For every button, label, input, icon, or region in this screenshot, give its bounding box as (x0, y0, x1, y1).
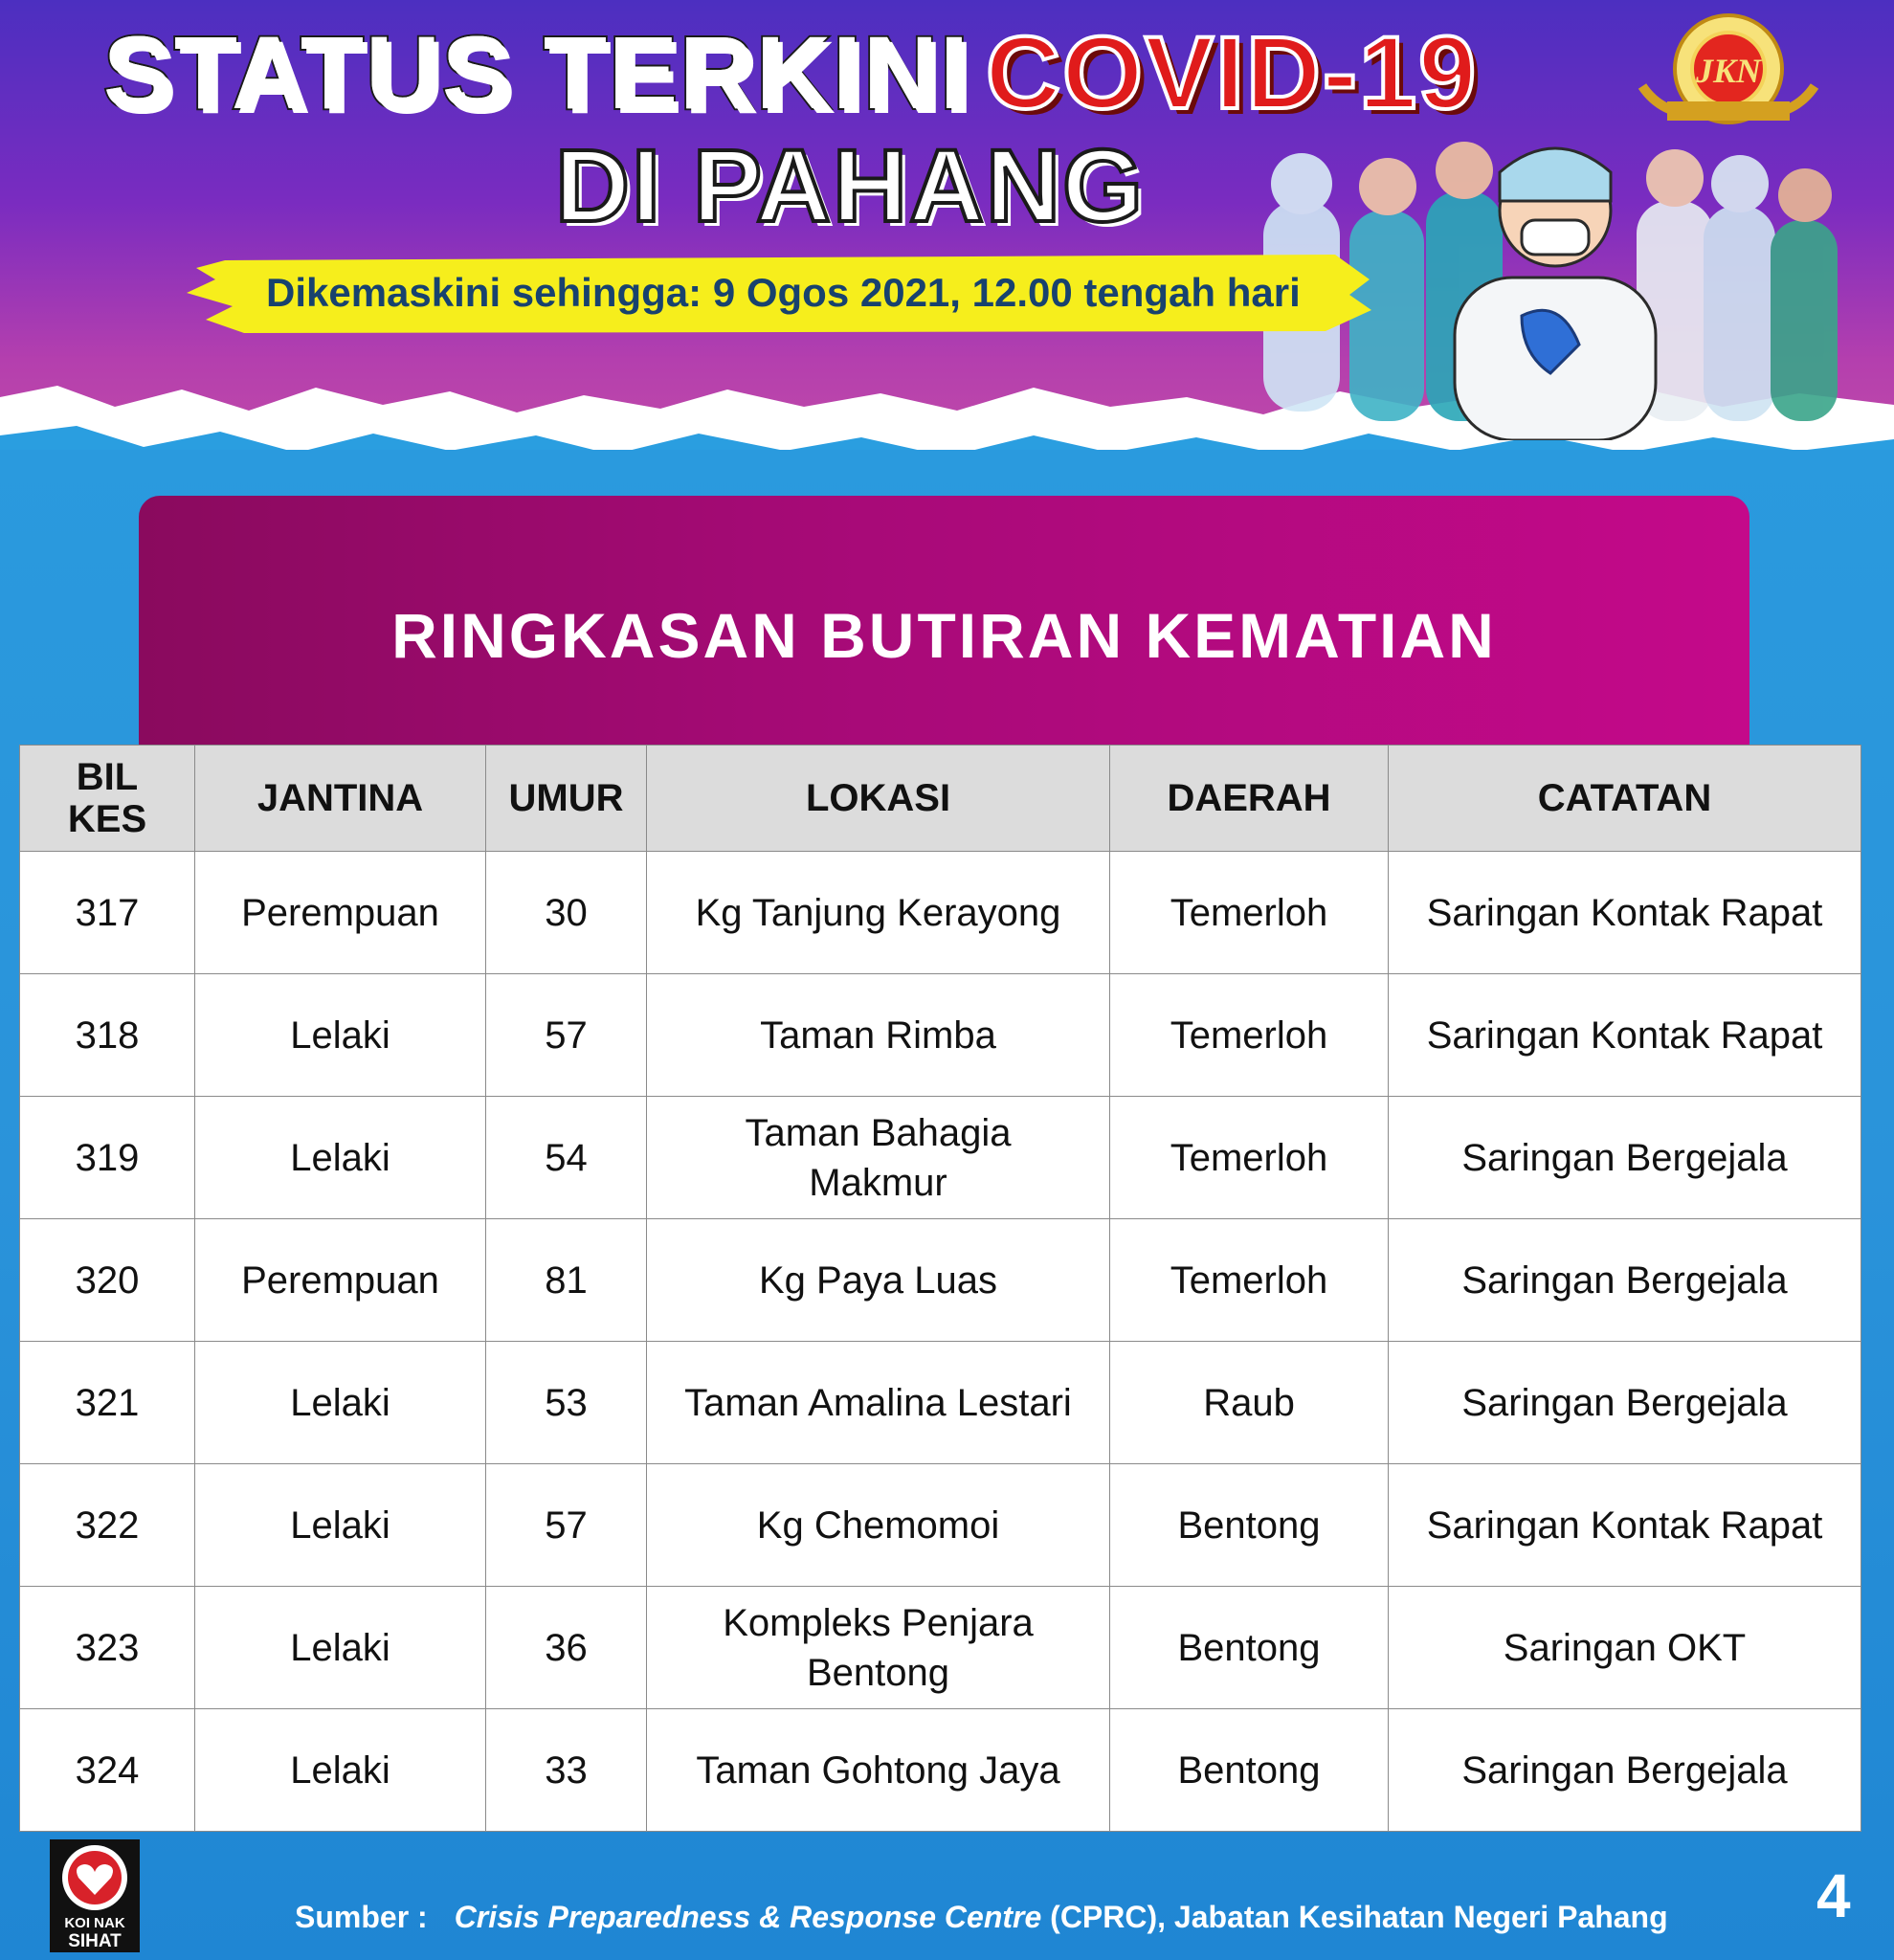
cell-jantina: Lelaki (195, 1587, 486, 1709)
cell-lokasi-line1: Kompleks Penjara (723, 1601, 1034, 1644)
source-credit (295, 1900, 1668, 1935)
cell-lokasi (647, 1342, 1110, 1464)
header-umur: UMUR (486, 746, 647, 852)
header-lokasi: LOKASI (647, 746, 1110, 852)
cell-daerah: Temerloh (1110, 1219, 1389, 1342)
header-bil-kes (20, 746, 195, 852)
header-daerah: DAERAH (1110, 746, 1389, 852)
cell-jantina: Lelaki (195, 1709, 486, 1832)
cell-lokasi (647, 1709, 1110, 1832)
cell-catatan: Saringan Bergejala (1389, 1709, 1861, 1832)
header-bil-kes-line2: KES (67, 798, 147, 840)
koi-logo-line2: SIHAT (68, 1931, 122, 1951)
table-row (20, 1709, 1861, 1832)
cell-bil: 320 (20, 1219, 195, 1342)
cell-catatan: Saringan Bergejala (1389, 1097, 1861, 1219)
cell-bil: 324 (20, 1709, 195, 1832)
cell-bil: 321 (20, 1342, 195, 1464)
title-covid-highlight: COVID-19 (986, 14, 1479, 130)
cell-jantina: Perempuan (195, 1219, 486, 1342)
cell-umur: 57 (486, 974, 647, 1097)
cell-umur: 54 (486, 1097, 647, 1219)
source-label: Sumber : (295, 1900, 428, 1934)
cell-daerah: Temerloh (1110, 852, 1389, 974)
cell-lokasi (647, 1464, 1110, 1587)
cell-umur: 81 (486, 1219, 647, 1342)
cell-lokasi-line2: Makmur (809, 1161, 947, 1204)
cell-bil: 319 (20, 1097, 195, 1219)
koi-logo-line1: KOI NAK (64, 1915, 125, 1931)
source-org: Crisis Preparedness & Response Centre (454, 1900, 1042, 1934)
cell-umur: 30 (486, 852, 647, 974)
cell-lokasi-line1: Kg Tanjung Kerayong (695, 891, 1061, 934)
table-row (20, 1342, 1861, 1464)
cell-daerah: Temerloh (1110, 1097, 1389, 1219)
cell-bil: 323 (20, 1587, 195, 1709)
cell-lokasi (647, 1219, 1110, 1342)
cell-lokasi-line2: Bentong (806, 1651, 950, 1694)
cell-umur: 57 (486, 1464, 647, 1587)
cell-catatan: Saringan Kontak Rapat (1389, 1464, 1861, 1587)
cell-lokasi-line1: Taman Rimba (760, 1013, 996, 1057)
table-row (20, 1219, 1861, 1342)
cell-bil: 317 (20, 852, 195, 974)
section-banner (139, 496, 1749, 754)
table-row (20, 1464, 1861, 1587)
cell-daerah: Bentong (1110, 1464, 1389, 1587)
cell-catatan: Saringan Kontak Rapat (1389, 852, 1861, 974)
cell-umur: 36 (486, 1587, 647, 1709)
header-banner (0, 0, 1894, 450)
cell-daerah: Bentong (1110, 1587, 1389, 1709)
death-summary-table (19, 745, 1861, 1832)
cell-jantina: Lelaki (195, 1342, 486, 1464)
jkn-logo-initials: JKN (1695, 52, 1762, 90)
cell-lokasi (647, 1097, 1110, 1219)
cell-lokasi (647, 1587, 1110, 1709)
koi-nak-sihat-logo-icon (50, 1839, 140, 1952)
cell-daerah: Temerloh (1110, 974, 1389, 1097)
title-line1: STATUS TERKINI (103, 14, 970, 130)
source-abbr: (CPRC), Jabatan Kesihatan Negeri Pahang (1041, 1900, 1668, 1934)
cell-lokasi-line1: Kg Chemomoi (756, 1503, 1000, 1547)
header-catatan: CATATAN (1389, 746, 1861, 852)
cell-umur: 33 (486, 1709, 647, 1832)
cell-jantina: Lelaki (195, 1464, 486, 1587)
update-timestamp: Dikemaskini sehingga: 9 Ogos 2021, 12.00 tengah hari (266, 270, 1301, 315)
page-number: 4 (1816, 1861, 1851, 1930)
cell-catatan: Saringan OKT (1389, 1587, 1861, 1709)
cell-umur: 53 (486, 1342, 647, 1464)
jkn-logo-icon (1633, 10, 1824, 134)
table-header-row (20, 746, 1861, 852)
cell-bil: 322 (20, 1464, 195, 1587)
header-jantina: JANTINA (195, 746, 486, 852)
cell-lokasi-line1: Taman Amalina Lestari (684, 1381, 1072, 1424)
title-line2: DI PAHANG (555, 127, 1146, 243)
section-title: RINGKASAN BUTIRAN KEMATIAN (391, 600, 1497, 671)
cell-jantina: Lelaki (195, 1097, 486, 1219)
cell-daerah: Raub (1110, 1342, 1389, 1464)
table-row (20, 1587, 1861, 1709)
table-row (20, 1097, 1861, 1219)
cell-bil: 318 (20, 974, 195, 1097)
cell-catatan: Saringan Bergejala (1389, 1219, 1861, 1342)
cell-daerah: Bentong (1110, 1709, 1389, 1832)
cell-lokasi-line1: Taman Bahagia (745, 1111, 1012, 1154)
cell-catatan: Saringan Bergejala (1389, 1342, 1861, 1464)
cell-lokasi (647, 852, 1110, 974)
cell-jantina: Perempuan (195, 852, 486, 974)
cell-jantina: Lelaki (195, 974, 486, 1097)
cell-catatan: Saringan Kontak Rapat (1389, 974, 1861, 1097)
cell-lokasi (647, 974, 1110, 1097)
table-row (20, 974, 1861, 1097)
cell-lokasi-line1: Taman Gohtong Jaya (696, 1748, 1060, 1792)
cell-lokasi-line1: Kg Paya Luas (758, 1258, 998, 1302)
table-row (20, 852, 1861, 974)
header-bil-kes-line1: BIL (76, 756, 139, 798)
